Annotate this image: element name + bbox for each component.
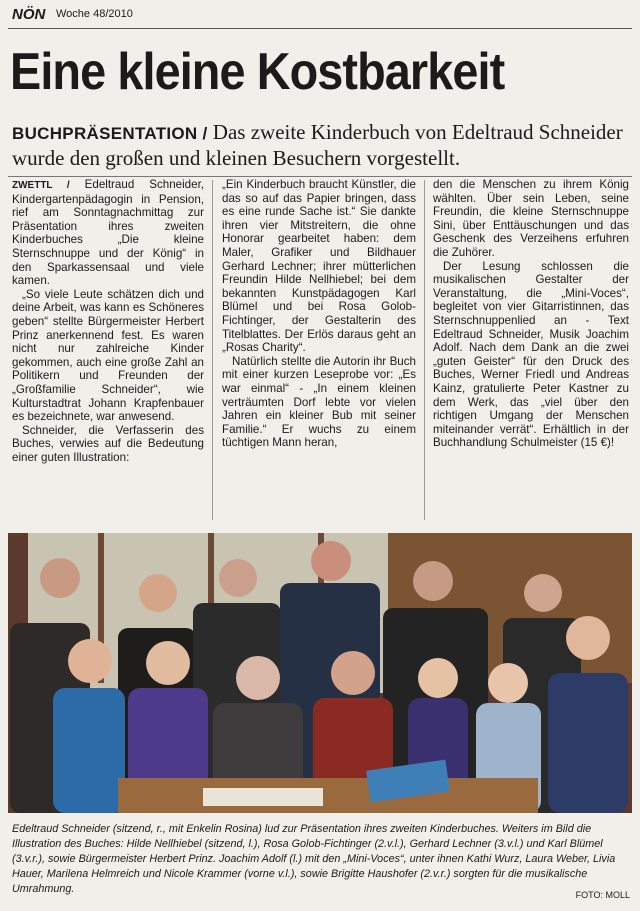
article-paragraph: Schneider, die Verfasserin des Buches, verwies auf die Bedeutung einer guten Illustration:: [12, 423, 204, 464]
top-divider: [8, 28, 632, 29]
headline: Eine kleine Kostbarkeit: [10, 43, 505, 101]
article-paragraph: „Ein Kinderbuch braucht Künstler, die das so auf das Papier bringen, dass es eine runde Sache ist.“ Sie dankte ihren vier Mitstreitern, die ohne Honorar gearbeitet haben: dem Maler, Grafiker und Bildhauer Gerhard Lechner; ihrer mütterlichen Freundin Hilde Nellhiebel; bei dem bekannten Kunstpädagogen Karl Blümel und bei Rosa Golob-Fichtinger, der Gestalterin des Titelblattes. Der Erlös daraus geht an „Rosas Charity“.: [222, 178, 416, 355]
article-paragraph: ZWETTL / Edeltraud Schneider, Kindergartenpädagogin in Pension, rief am Sonntagnachmittag zur Präsentation ihres zweiten Kinderbuches „Die kleine Sternschnuppe und der König“ in den Sparkassensaal und viele kamen.: [12, 178, 204, 288]
photo-caption: Edeltraud Schneider (sitzend, r., mit Enkelin Rosina) lud zur Präsentation ihres zweiten Kinderbuches. Weiters im Bild die Illustration des Buches: Hilde Nellhiebel (sitzend, l.), Rosa Golob-Fichtinger (2.v.l.), Gerhard Lechner (3.v.l.) und Karl Blümel (3.v.r.), sowie Bürgermeister Herbert Prinz. Joachim Adolf (l.) mit den „Mini-Voces“, unter ihnen Kathi Wurz, Laura Weber, Livia Hauer, Marilena Helmreich und Nicole Krammer (vorne v.l.), sowie Brigitte Haushofer (2.v.r.) sorgten für die musikalische Umrahmung.: [12, 823, 616, 895]
article-paragraph: den die Menschen zu ihrem König wählten. Über sein Leben, seine Freundin, die kleine Sternschnuppe Sini, über Enttäuschungen und das Geschenk des Verzeihens erfuhren die Zuhörer.: [433, 178, 629, 259]
masthead: [12, 6, 630, 26]
column-divider: [212, 180, 213, 520]
dateline: ZWETTL /: [12, 180, 70, 191]
photo-credit: FOTO: MOLL: [575, 890, 630, 900]
issue-label: Woche 48/2010: [56, 8, 133, 20]
article-paragraph: Natürlich stellte die Autorin ihr Buch mit einer kurzen Leseprobe vor: „Es war einmal“ - „In einem kleinen verträumten Dorf lebte vor vielen Jahren ein kleiner Bub mit seiner Familie.“ Er wuchs zu einem tüchtigen Mann heran,: [222, 354, 416, 450]
article-column-2: [222, 178, 416, 522]
section-kicker: BUCHPRÄSENTATION /: [12, 124, 208, 143]
article-column-3: [433, 178, 629, 522]
group-photo: [8, 533, 632, 813]
article-paragraph: „So viele Leute schätzen dich und deine Arbeit, was kann es Schöneres geben“ stellte Bürgermeister Herbert Prinz anerkennend fest. Es waren nicht nur zahlreiche Kinder gekommen, auch eine große Zahl an Politikern und Freunden der „Großfamilie Schneider“, wie Kulturstadtrat Johann Krapfenbauer es bezeichnete, war anwesend.: [12, 287, 204, 424]
group-photo-illustration: [8, 533, 632, 813]
column-divider: [424, 180, 425, 520]
publication-logo: NÖN: [12, 6, 46, 23]
subheadline: [12, 120, 627, 171]
subhead-divider: [8, 176, 632, 177]
article-column-1: [12, 178, 204, 522]
article-paragraph: Der Lesung schlossen die musikalischen Gestalter der Veranstaltung, die „Mini-Voces“, begleitet von vier Gitarristinnen, das Sternschnuppenlied an - Text Edeltraud Schneider, Musik Joachim Adolf. Nach dem Dank an die zwei „guten Geister“ für den Druck des Buches, Werner Friedl und Andreas Kainz, gratulierte Peter Kastner zu dem Werk, das „viel über den richtigen Umgang der Menschen miteinander verrät“. Erhältlich in der Buchhandlung Schulmeister (15 €)!: [433, 259, 629, 450]
subheadline-text: Das zweite Kinderbuch von Edeltraud Schneider wurde den großen und kleinen Besuchern vorgestellt.: [12, 120, 623, 170]
